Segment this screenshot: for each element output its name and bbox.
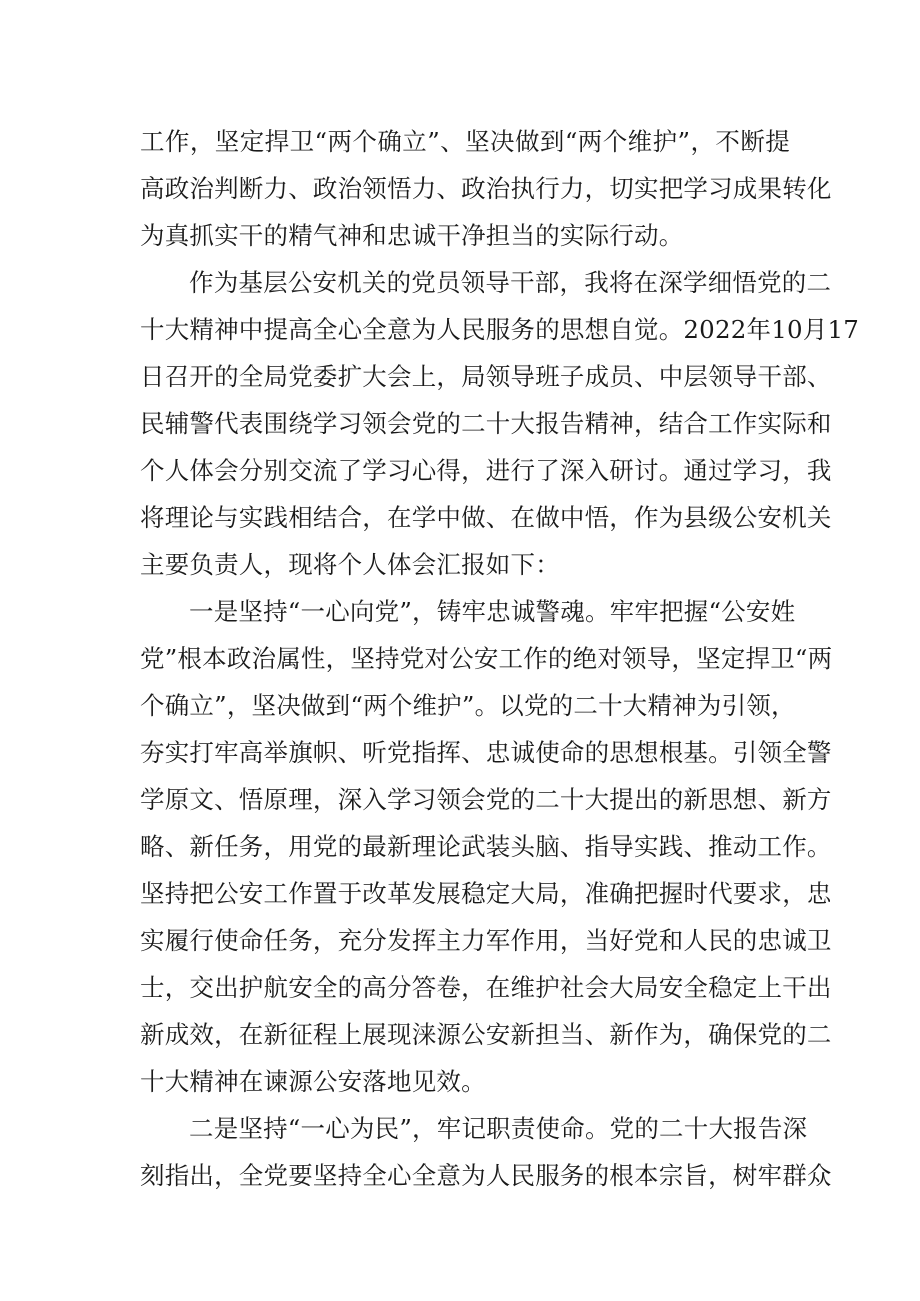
text-line: 个人体会分别交流了学习心得，进行了深入研讨。通过学习，我 <box>140 456 832 485</box>
text-line: 士，交出护航安全的高分答卷，在维护社会大局安全稳定上干出 <box>140 973 832 1002</box>
text-line: 高政治判断力、政治领悟力、政治执行力，切实把学习成果转化 <box>140 174 832 203</box>
text-line: 略、新任务，用党的最新理论武装头脑、指导实践、推动工作。 <box>140 832 832 861</box>
text-line: 刻指出，全党要坚持全心全意为人民服务的根本宗旨，树牢群众 <box>140 1161 832 1190</box>
text-line: 二是坚持“一心为民”，牢记职责使命。党的二十大报告深 <box>189 1114 808 1143</box>
paragraph-4 <box>140 1105 832 1199</box>
text-line: 工作，坚定捍卫“两个确立”、坚决做到“两个维护”，不断提 <box>140 127 790 156</box>
text-line: 十大精神在谏源公安落地见效。 <box>140 1067 486 1096</box>
text-line: 新成效，在新征程上展现涞源公安新担当、新作为，确保党的二 <box>140 1020 832 1049</box>
document-body <box>140 118 860 1199</box>
text-line: 夯实打牢高举旗帜、听党指挥、忠诚使命的思想根基。引领全警 <box>140 738 832 767</box>
text-line: 民辅警代表围绕学习领会党的二十大报告精神，结合工作实际和 <box>140 409 832 438</box>
paragraph-1 <box>140 118 832 259</box>
text-line: 主要负责人，现将个人体会汇报如下： <box>140 550 560 579</box>
text-line: 十大精神中提高全心全意为人民服务的思想自觉。2022年10月17 <box>140 315 860 344</box>
paragraph-3 <box>140 588 833 1105</box>
paragraph-2 <box>140 259 860 588</box>
text-line: 学原文、悟原理，深入学习领会党的二十大提出的新思想、新方 <box>140 785 832 814</box>
text-line: 党”根本政治属性，坚持党对公安工作的绝对领导，坚定捍卫“两 <box>140 644 833 673</box>
text-line: 将理论与实践相结合，在学中做、在做中悟，作为县级公安机关 <box>140 503 832 532</box>
text-line: 实履行使命任务，充分发挥主力军作用，当好党和人民的忠诚卫 <box>140 926 832 955</box>
text-line: 坚持把公安工作置于改革发展稳定大局，准确把握时代要求，忠 <box>140 879 832 908</box>
text-line: 一是坚持“一心向党”，铸牢忠诚警魂。牢牢把握“公安姓 <box>189 597 796 626</box>
text-line: 个确立”，坚决做到“两个维护”。以党的二十大精神为引领， <box>140 691 796 720</box>
text-line: 为真抓实干的精气神和忠诚干净担当的实际行动。 <box>140 221 684 250</box>
text-line: 日召开的全局党委扩大会上，局领导班子成员、中层领导干部、 <box>140 362 832 391</box>
text-line: 作为基层公安机关的党员领导干部，我将在深学细悟党的二 <box>189 268 832 297</box>
